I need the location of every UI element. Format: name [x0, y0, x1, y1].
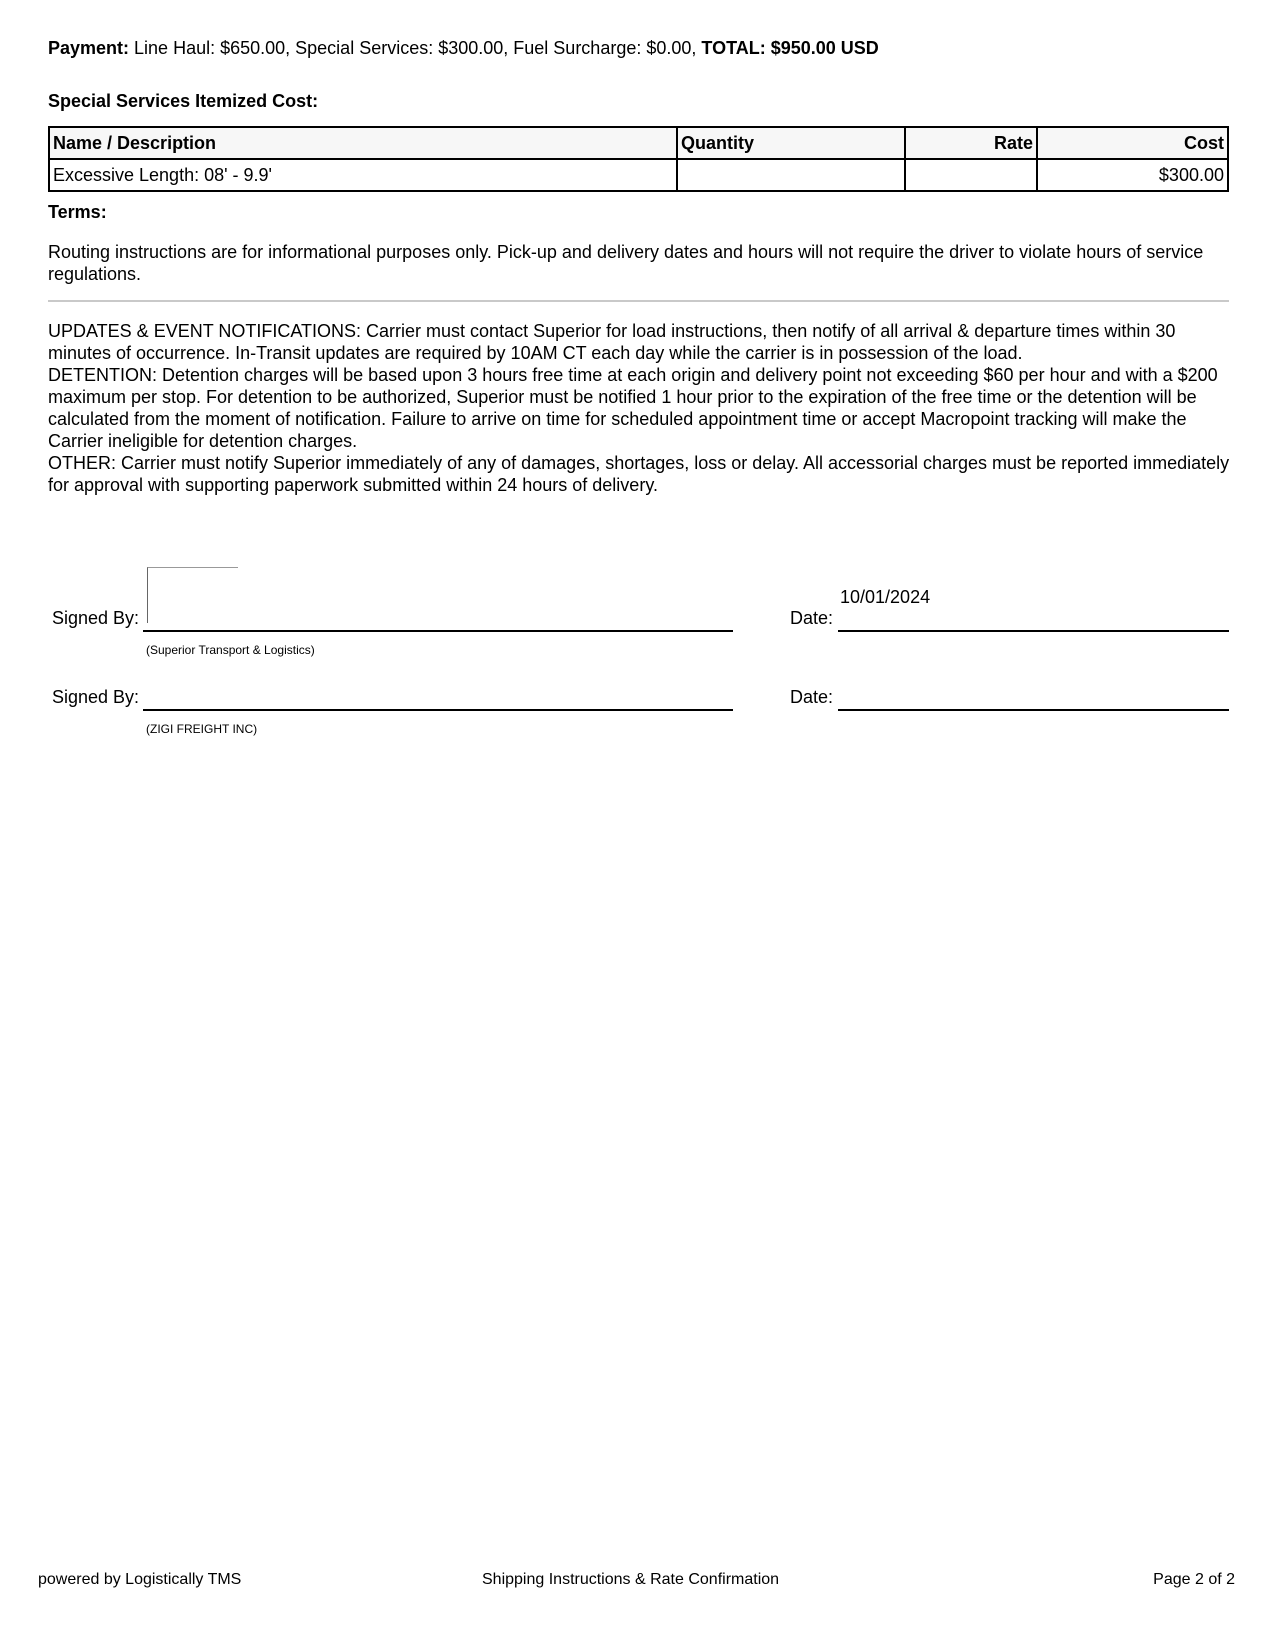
column-header-quantity: Quantity [677, 127, 905, 159]
column-header-name: Name / Description [49, 127, 677, 159]
cell-rate [905, 159, 1037, 191]
note-updates: UPDATES & EVENT NOTIFICATIONS: Carrier must contact Superior for load instructions, then notify of all arrival & departure times within 30 minutes of occurrence. In-Transit updates are required by 10AM CT each day while the carrier is in possession of the load. [48, 321, 1176, 363]
date-label-1: Date: [790, 608, 834, 628]
signer-party-2: (ZIGI FREIGHT INC) [146, 722, 258, 736]
cell-quantity [677, 159, 905, 191]
signed-by-label-1: Signed By: [52, 608, 140, 628]
date-line-1[interactable] [838, 630, 1229, 632]
terms-text: Routing instructions are for informational purposes only. Pick-up and delivery dates and hours will not require the driver to violate hours of service regulations. [48, 242, 1204, 284]
terms-title: Terms: [48, 202, 107, 222]
signer-party-1: (Superior Transport & Logistics) [146, 643, 315, 657]
special-services-title: Special Services Itemized Cost: [48, 91, 319, 111]
footer-page-number: Page 2 of 2 [1153, 1571, 1235, 1588]
column-header-rate: Rate [905, 127, 1037, 159]
cell-cost: $300.00 [1037, 159, 1228, 191]
table-header-row [49, 127, 1228, 159]
payment-summary [48, 37, 879, 59]
footer-document-title: Shipping Instructions & Rate Confirmation [482, 1571, 780, 1588]
table-row [49, 159, 1228, 191]
signature-line-1[interactable] [143, 630, 733, 632]
payment-details: Line Haul: $650.00, Special Services: $300.00, Fuel Surcharge: $0.00, [129, 38, 702, 58]
special-services-table [48, 126, 1229, 192]
note-other: OTHER: Carrier must notify Superior immediately of any of damages, shortages, loss or delay. All accessorial charges must be reported immediately for approval with supporting paperwork submitted within 24 hours of delivery. [48, 453, 1230, 495]
date-line-2[interactable] [838, 709, 1229, 711]
notes-section [48, 320, 1243, 496]
payment-total: TOTAL: $950.00 USD [701, 38, 879, 58]
signature-line-2[interactable] [143, 709, 733, 711]
date-label-2: Date: [790, 687, 834, 707]
signed-by-label-2: Signed By: [52, 687, 140, 707]
payment-label: Payment: [48, 38, 130, 58]
section-divider [48, 300, 1229, 302]
signature-image-box [147, 567, 238, 623]
note-detention: DETENTION: Detention charges will be based upon 3 hours free time at each origin and delivery point not exceeding $60 per hour and with a $200 maximum per stop. For detention to be authorized, Superior must be notified 1 hour prior to the expiration of the free time or the detention will be calculated from the moment of notification. Failure to arrive on time for scheduled appointment time or accept Macropoint tracking will make the Carrier ineligible for detention charges. [48, 365, 1218, 451]
footer-powered-by: powered by Logistically TMS [38, 1571, 242, 1588]
column-header-cost: Cost [1037, 127, 1228, 159]
date-value-1: 10/01/2024 [840, 587, 931, 607]
cell-name: Excessive Length: 08' - 9.9' [49, 159, 677, 191]
